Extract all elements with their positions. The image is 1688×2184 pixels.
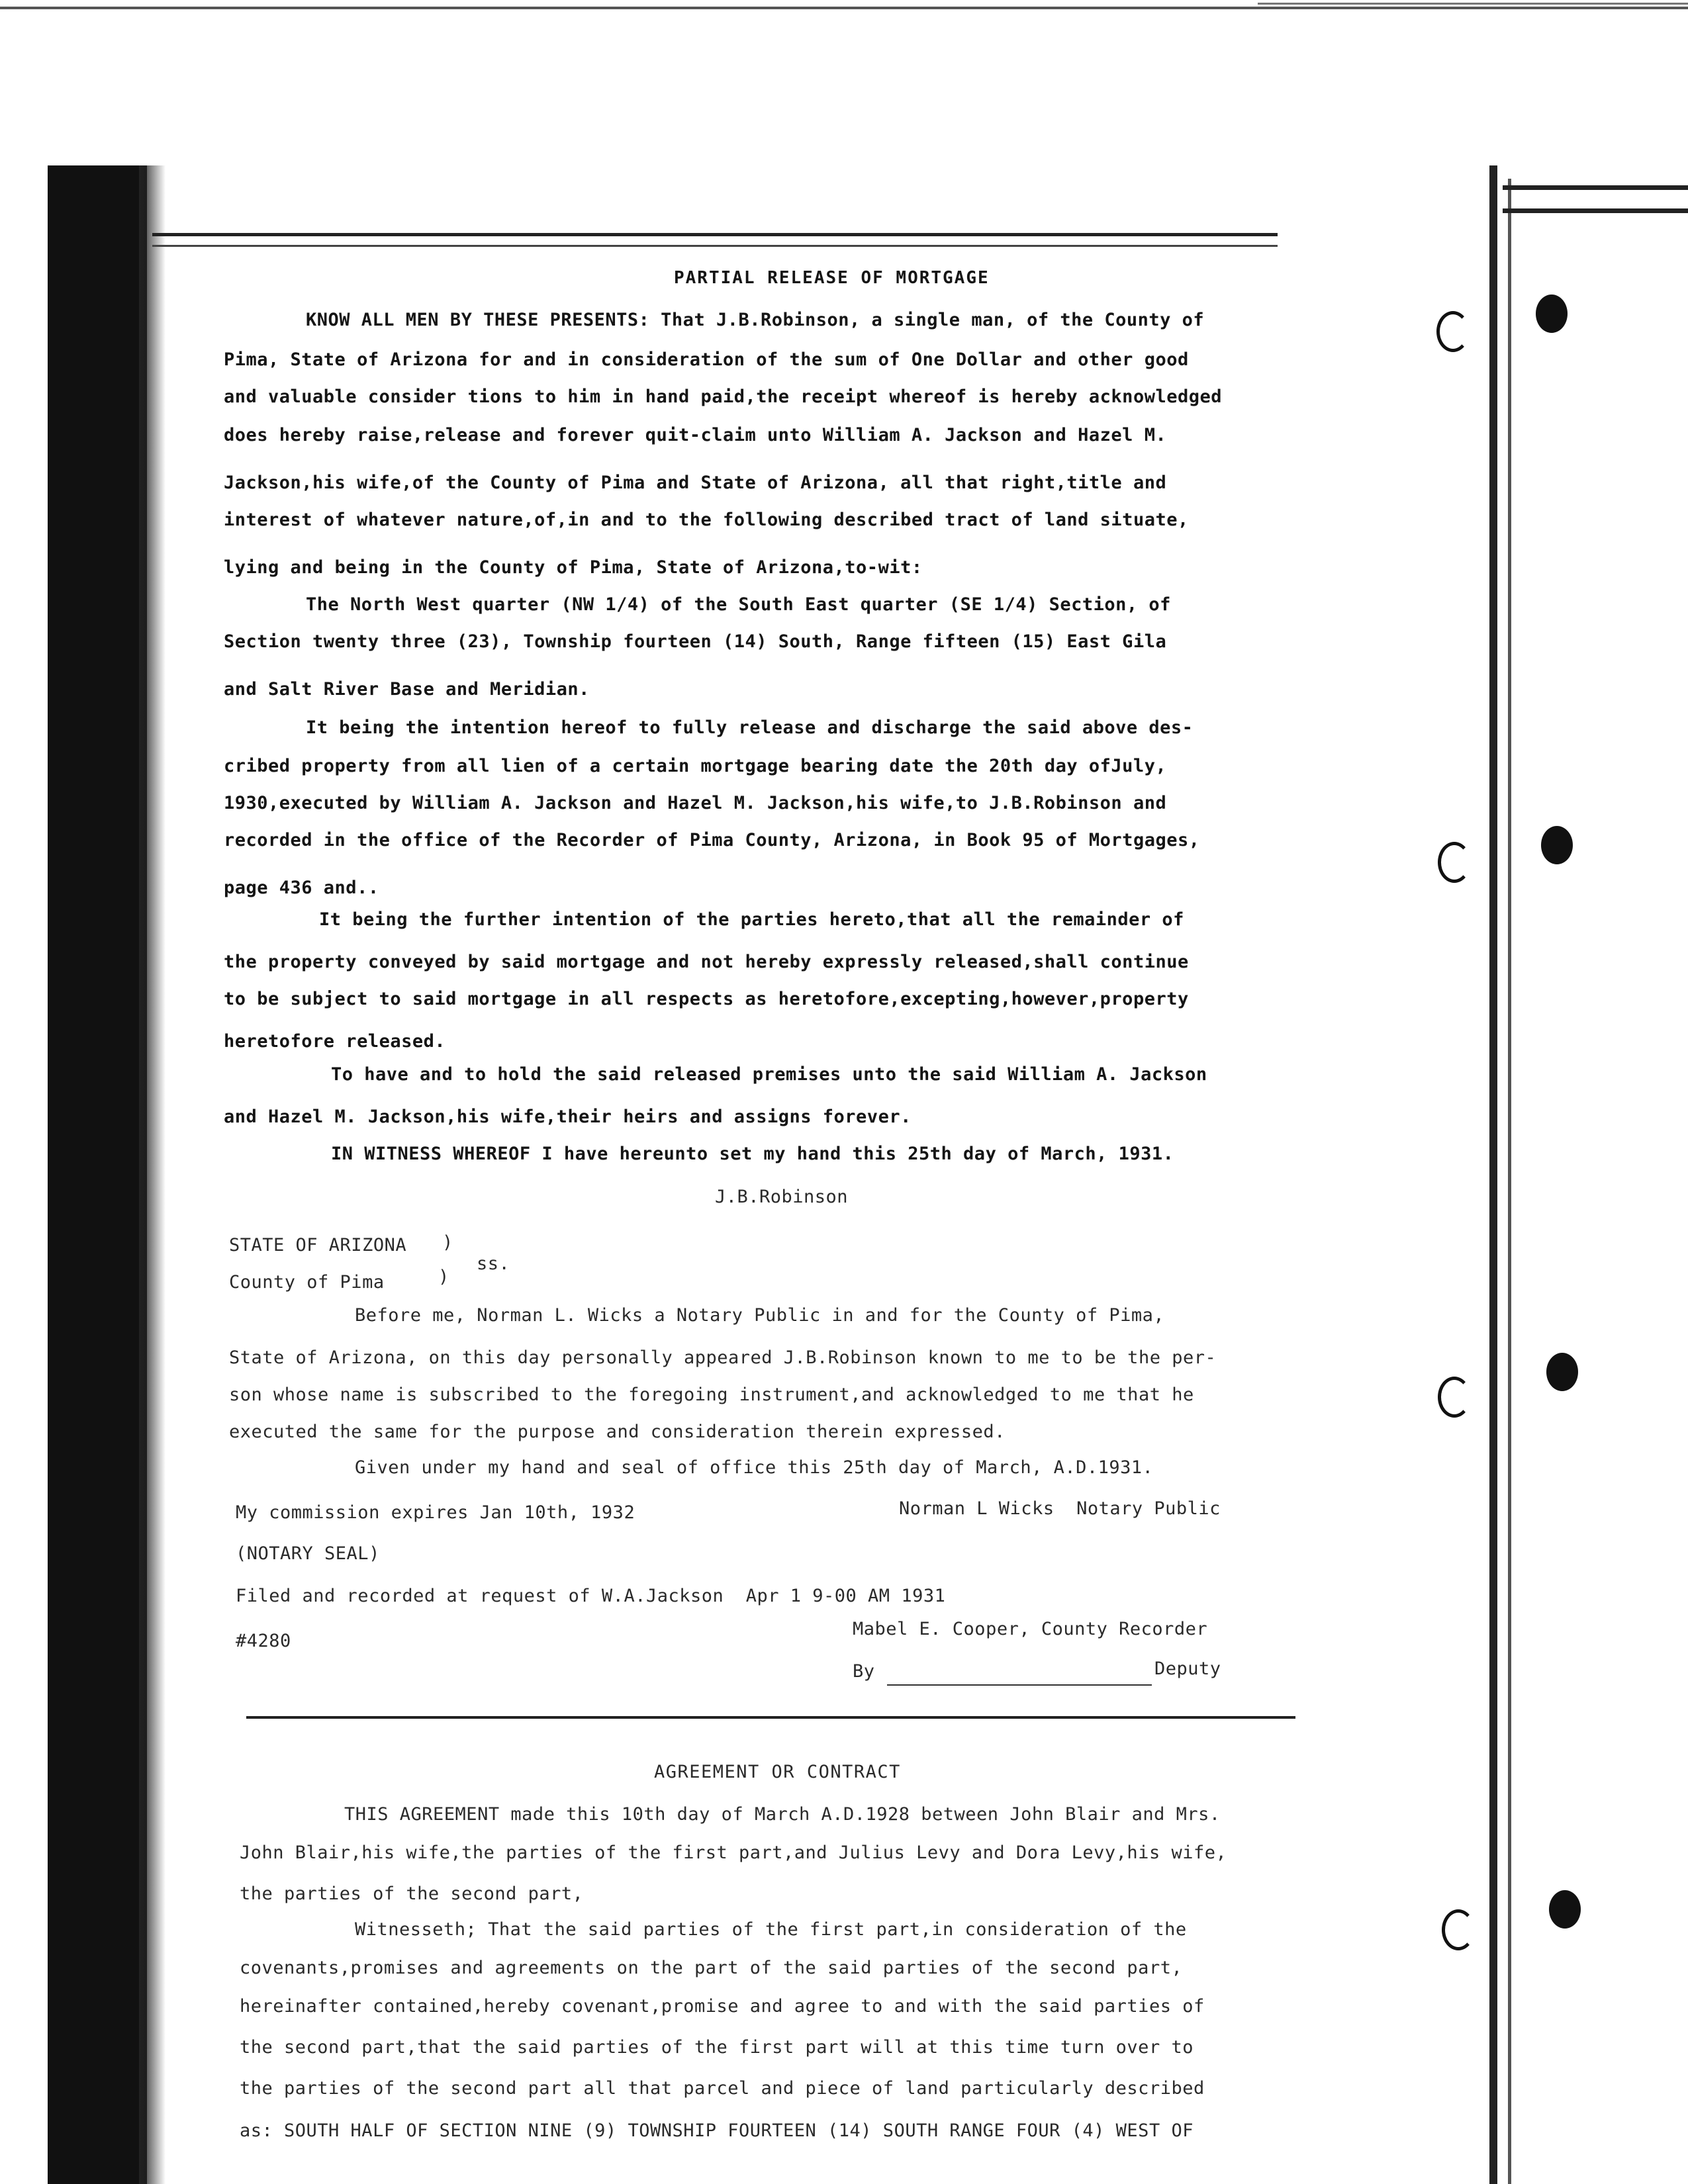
- filing-statement: Filed and recorded at request of W.A.Jackson Apr 1 9-00 AM 1931: [236, 1586, 946, 1606]
- release-line: 1930,executed by William A. Jackson and Hazel M. Jackson,his wife,to J.B.Robinson and: [224, 793, 1167, 813]
- scan-top-edge-right: [1258, 3, 1688, 5]
- commission-expiry: My commission expires Jan 10th, 1932: [236, 1502, 635, 1523]
- agreement-line: hereinafter contained,hereby covenant,promise and agree to and with the said parties of: [240, 1996, 1205, 2017]
- punch-hole-ring-icon: [1438, 842, 1471, 883]
- page-header-rule-thin: [152, 245, 1278, 247]
- scan-top-edge: [0, 7, 1688, 9]
- release-line: lying and being in the County of Pima, State of Arizona,to-wit:: [224, 557, 923, 578]
- release-line: page 436 and..: [224, 878, 379, 898]
- release-line: interest of whatever nature,of,in and to the following described tract of land situate,: [224, 510, 1189, 530]
- release-line: It being the intention hereof to fully release and discharge the said above des-: [306, 717, 1194, 738]
- agreement-line: covenants,promises and agreements on the part of the said parties of the second part,: [240, 1958, 1183, 1978]
- agreement-line: THIS AGREEMENT made this 10th day of March A.D.1928 between John Blair and Mrs.: [344, 1804, 1221, 1825]
- release-line: and Salt River Base and Meridian.: [224, 679, 590, 700]
- venue-ss: ss.: [477, 1253, 510, 1274]
- release-line: cribed property from all lien of a certain mortgage bearing date the 20th day ofJuly,: [224, 756, 1167, 776]
- release-line: Jackson,his wife,of the County of Pima and State of Arizona, all that right,title and: [224, 473, 1167, 493]
- notary-signature: Norman L Wicks Notary Public: [899, 1498, 1221, 1519]
- release-line: IN WITNESS WHEREOF I have hereunto set my hand this 25th day of March, 1931.: [331, 1144, 1174, 1164]
- agreement-line: the parties of the second part,: [240, 1884, 584, 1904]
- ledger-frame-bar-lower: [1503, 208, 1688, 213]
- notary-line: Before me, Norman L. Wicks a Notary Public in and for the County of Pima,: [355, 1305, 1165, 1326]
- release-line: the property conveyed by said mortgage and not hereby expressly released,shall continue: [224, 952, 1189, 972]
- release-title: PARTIAL RELEASE OF MORTGAGE: [674, 268, 990, 288]
- agreement-title: AGREEMENT OR CONTRACT: [654, 1762, 901, 1782]
- release-line: heretofore released.: [224, 1031, 446, 1052]
- venue-state: STATE OF ARIZONA: [229, 1235, 407, 1255]
- punch-hole-icon: [1536, 295, 1568, 333]
- punch-hole-icon: [1549, 1890, 1581, 1929]
- ledger-frame-bar-top: [1503, 185, 1688, 190]
- ledger-frame-inner: [1508, 179, 1511, 2184]
- agreement-line: Witnesseth; That the said parties of the first part,in consideration of the: [355, 1919, 1187, 1940]
- release-line: KNOW ALL MEN BY THESE PRESENTS: That J.B.Robinson, a single man, of the County of: [306, 310, 1205, 330]
- release-line: To have and to hold the said released premises unto the said William A. Jackson: [331, 1064, 1207, 1085]
- punch-hole-ring-icon: [1438, 1377, 1471, 1418]
- punch-hole-ring-icon: [1442, 1909, 1475, 1950]
- grantor-signature: J.B.Robinson: [715, 1187, 849, 1207]
- binding-shadow: [139, 165, 165, 2184]
- deputy-signature-line: [887, 1684, 1152, 1686]
- record-number: #4280: [236, 1631, 291, 1651]
- notary-line: State of Arizona, on this day personally appeared J.B.Robinson known to me to be the per-: [229, 1347, 1217, 1368]
- notary-line: executed the same for the purpose and consideration therein expressed.: [229, 1422, 1006, 1442]
- agreement-line: John Blair,his wife,the parties of the first part,and Julius Levy and Dora Levy,his wife,: [240, 1843, 1227, 1863]
- punch-hole-icon: [1546, 1353, 1578, 1391]
- by-label: By: [853, 1661, 875, 1682]
- binding-strip: [48, 165, 147, 2184]
- venue-bracket: ): [438, 1267, 449, 1287]
- release-line: does hereby raise,release and forever quit-claim unto William A. Jackson and Hazel M.: [224, 425, 1167, 445]
- agreement-line: the parties of the second part all that parcel and piece of land particularly described: [240, 2078, 1205, 2099]
- venue-bracket: ): [442, 1232, 453, 1253]
- section-divider: [246, 1716, 1295, 1719]
- ledger-frame-right: [1489, 165, 1497, 2184]
- venue-county: County of Pima: [229, 1272, 385, 1293]
- release-line: and valuable consider tions to him in hand paid,the receipt whereof is hereby acknowledged: [224, 387, 1222, 407]
- notary-line: Given under my hand and seal of office this 25th day of March, A.D.1931.: [355, 1457, 1154, 1478]
- release-line: to be subject to said mortgage in all respects as heretofore,excepting,however,property: [224, 989, 1189, 1009]
- release-line: It being the further intention of the parties hereto,that all the remainder of: [319, 909, 1184, 930]
- release-line: and Hazel M. Jackson,his wife,their heirs and assigns forever.: [224, 1107, 912, 1127]
- deputy-label: Deputy: [1154, 1659, 1221, 1679]
- release-line: recorded in the office of the Recorder of Pima County, Arizona, in Book 95 of Mortgages,: [224, 830, 1200, 850]
- notary-line: son whose name is subscribed to the foregoing instrument,and acknowledged to me that he: [229, 1385, 1194, 1405]
- page-header-rule: [152, 233, 1278, 236]
- release-line: The North West quarter (NW 1/4) of the South East quarter (SE 1/4) Section, of: [306, 594, 1171, 615]
- punch-hole-ring-icon: [1436, 311, 1470, 352]
- punch-hole-icon: [1541, 826, 1573, 864]
- notary-seal: (NOTARY SEAL): [236, 1543, 380, 1564]
- county-recorder: Mabel E. Cooper, County Recorder: [853, 1619, 1208, 1639]
- release-line: Pima, State of Arizona for and in consideration of the sum of One Dollar and other good: [224, 349, 1189, 370]
- agreement-line: as: SOUTH HALF OF SECTION NINE (9) TOWNSHIP FOURTEEN (14) SOUTH RANGE FOUR (4) WEST OF: [240, 2120, 1194, 2141]
- release-line: Section twenty three (23), Township fourteen (14) South, Range fifteen (15) East Gila: [224, 631, 1167, 652]
- agreement-line: the second part,that the said parties of the first part will at this time turn over to: [240, 2037, 1194, 2058]
